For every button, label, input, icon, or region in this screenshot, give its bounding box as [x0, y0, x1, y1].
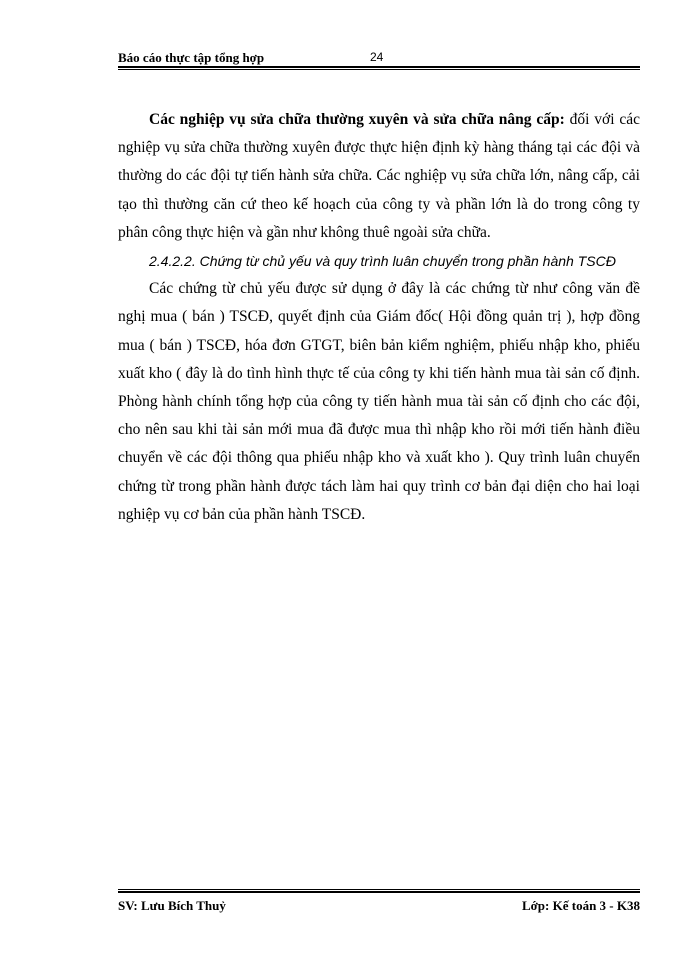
- footer-divider: [118, 889, 640, 893]
- report-title: Báo cáo thực tập tổng hợp: [118, 50, 265, 65]
- class-name: Lớp: Kế toán 3 - K38: [521, 898, 640, 913]
- document-body: [118, 106, 640, 529]
- header-divider: [118, 66, 640, 70]
- paragraph-text: đối với các nghiệp vụ sửa chữa thường xuyên được thực hiện định kỳ hàng tháng tại các đội và thường do các đội tự tiến hành sửa chữa. Các nghiệp vụ sửa chữa lớn, nâng cấp, cải tạo thì thường căn cứ theo kế hoạch của công ty và phần lớn là do trong công ty phân công thực hiện và gần như không thuê ngoài sửa chữa.: [118, 111, 640, 241]
- student-name: SV: Lưu Bích Thuỷ: [118, 898, 226, 913]
- section-heading: 2.4.2.2. Chứng từ chủ yếu và quy trình luân chuyển trong phần hành TSCĐ: [149, 253, 616, 270]
- paragraph-documents: Các chứng từ chủ yếu được sử dụng ở đây là các chứng từ như công văn đề nghị mua ( bán ) TSCĐ, quyết định của Giám đốc( Hội đồng quản trị ), hợp đồng mua ( bán ) TSCĐ, hóa đơn GTGT, biên bản kiểm nghiệm, phiếu nhập kho, phiếu xuất kho ( đây là do tình hình thực tế của công ty khi tiến hành mua tài sản cố định. Phòng hành chính tổng hợp của công ty tiến hành mua tài sản cố định cho các đội, cho nên sau khi tài sản mới mua đã được mua thì nhập kho rồi mới tiến hành điều chuyển về các đội thông qua phiếu nhập kho và xuất kho ). Quy trình luân chuyển chứng từ trong phần hành được tách làm hai quy trình cơ bản đại diện cho hai loại nghiệp vụ cơ bản của phần hành TSCĐ.: [118, 280, 640, 523]
- page-number: 24: [370, 50, 384, 64]
- page-header: [118, 48, 638, 68]
- paragraph-maintenance: [118, 106, 640, 247]
- paragraph-lead: Các nghiệp vụ sửa chữa thường xuyên và sửa chữa nâng cấp:: [149, 111, 565, 128]
